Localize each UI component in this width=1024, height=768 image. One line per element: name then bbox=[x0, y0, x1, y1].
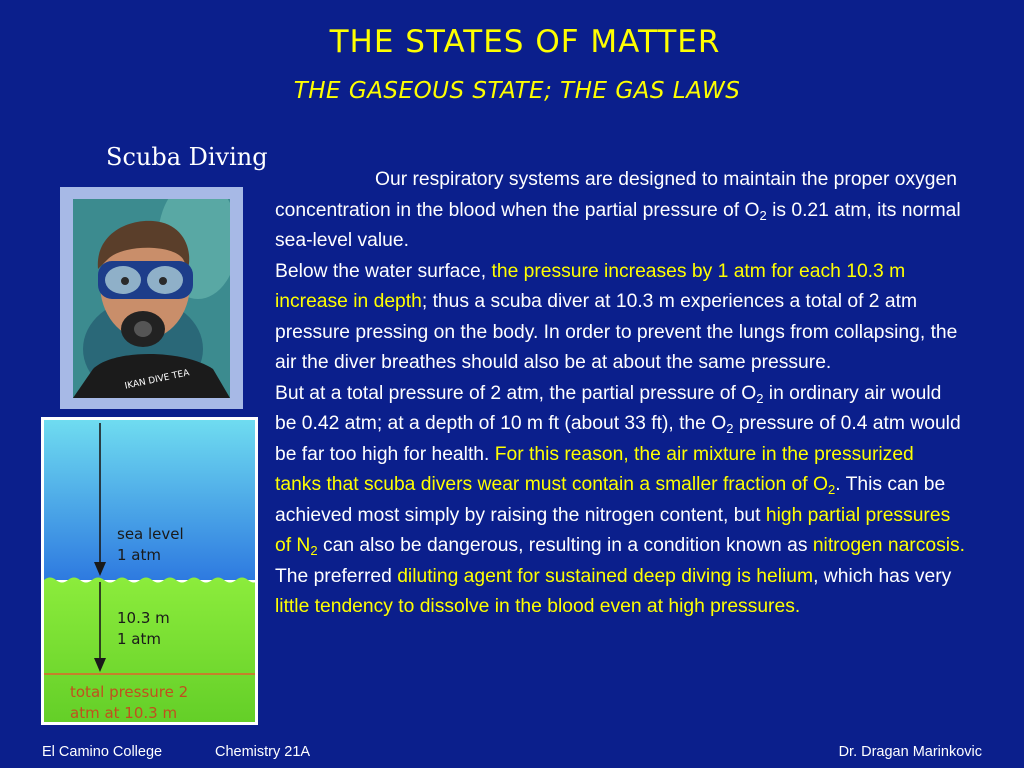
p3-highlight-4: diluting agent for sustained deep diving is helium bbox=[397, 565, 814, 587]
depth-diagram-svg bbox=[44, 420, 255, 722]
p1-text-b: is 0.21 atm, its normal sea-level value. bbox=[275, 199, 961, 251]
body-text bbox=[275, 165, 965, 623]
diver-photo-frame bbox=[60, 187, 243, 409]
p3-text-g: , which has very bbox=[813, 565, 952, 587]
footer-author: Dr. Dragan Marinkovic bbox=[838, 744, 982, 760]
section-title: Scuba Diving bbox=[106, 143, 268, 171]
p3-highlight-3: nitrogen narcosis. bbox=[812, 535, 966, 556]
sea-level-pressure: 1 atm bbox=[117, 546, 161, 564]
slide-title: THE STATES OF MATTER bbox=[329, 24, 721, 60]
footer-college: El Camino College bbox=[42, 744, 163, 760]
mask-text: IKAN DIVE TEA bbox=[123, 368, 191, 392]
pressure-diagram bbox=[41, 417, 258, 725]
p2-text-a: Below the water surface, bbox=[275, 260, 492, 282]
p3-text-a: But at a total pressure of 2 atm, the partial pressure of O bbox=[275, 382, 757, 404]
sea-level-label: sea level bbox=[117, 525, 184, 543]
p3-highlight-5: little tendency to dissolve in the blood even at high pressures. bbox=[275, 596, 801, 617]
p3-subscript-2: 2 bbox=[726, 421, 734, 436]
p3-text-c: pressure of 0.4 atm would be far too high for health. bbox=[275, 413, 961, 465]
p3-highlight-1-subscript: 2 bbox=[827, 482, 836, 497]
p1-text-a: Our respiratory systems are designed to maintain the proper oxygen concentration in the blood when the partial pressure of O bbox=[275, 169, 957, 221]
footer-course: Chemistry 21A bbox=[215, 744, 311, 760]
total-pressure-line1: total pressure 2 bbox=[70, 683, 189, 701]
p1-subscript: 2 bbox=[759, 207, 767, 223]
diver-illustration bbox=[73, 199, 230, 398]
p3-highlight-2: high partial pressures of N bbox=[275, 504, 951, 556]
depth-pressure: 1 atm bbox=[117, 630, 161, 648]
depth-label: 10.3 m bbox=[117, 609, 170, 627]
total-pressure-line2: atm at 10.3 m bbox=[70, 704, 178, 722]
p3-subscript-1: 2 bbox=[756, 390, 764, 406]
p3-text-b: in ordinary air would be 0.42 atm; at a depth of 10 m ft (about 33 ft), the O bbox=[275, 382, 942, 434]
p3-highlight-2-subscript: 2 bbox=[310, 543, 318, 558]
p3-text-e: can also be dangerous, resulting in a condition known as bbox=[317, 535, 813, 556]
p2-highlight: the pressure increases by 1 atm for each 10.3 m increase in depth bbox=[275, 260, 906, 312]
p3-text-d: . This can be achieved most simply by raising the nitrogen content, but bbox=[275, 474, 946, 526]
p2-text-b: ; thus a scuba diver at 10.3 m experiences a total of 2 atm pressure pressing on the body. In order to prevent the lungs from collapsing, the air the diver breathes should also be at about the same pressure. bbox=[275, 291, 958, 373]
p3-text-f: The preferred bbox=[275, 565, 398, 587]
p3-highlight-1: For this reason, the air mixture in the pressurized tanks that scuba divers wear must contain a smaller fraction of O bbox=[275, 443, 914, 495]
slide-subtitle: THE GASEOUS STATE; THE GAS LAWS bbox=[293, 78, 741, 104]
diver-photo bbox=[73, 199, 230, 398]
